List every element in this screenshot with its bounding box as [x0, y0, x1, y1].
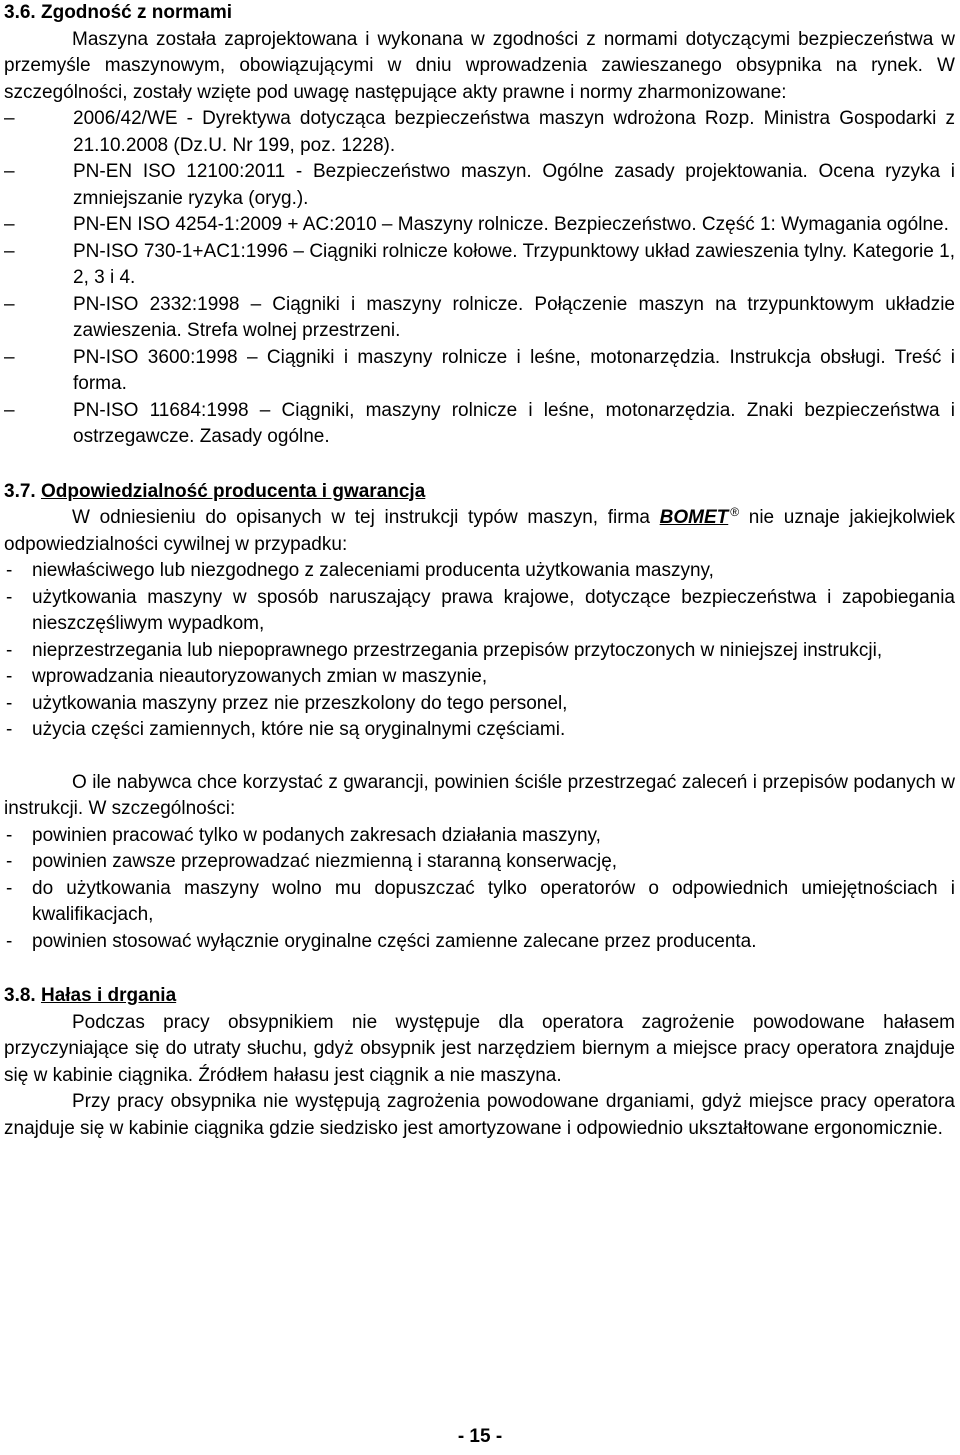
- section-number: 3.7.: [4, 480, 36, 502]
- section-number: 3.8.: [4, 985, 36, 1006]
- section-title: Zgodność z normami: [40, 2, 233, 23]
- hyphen-marker: -: [6, 586, 13, 608]
- hyphen-marker: -: [6, 930, 13, 952]
- dash-marker: –: [4, 161, 15, 182]
- list-item: - użytkowania maszyny przez nie przeszkolony do tego personel,: [4, 691, 955, 718]
- warranty-paragraph: O ile nabywca chce korzystać z gwarancji, powinien ściśle przestrzegać zaleceń i przepisów podanych w instrukcji. W szczególności:: [4, 771, 955, 819]
- list-item: – PN-ISO 2332:1998 – Ciągniki i maszyny rolnicze. Połączenie maszyn na trzypunktowym układzie zawieszenia. Strefa wolnej przestrzeni.: [4, 293, 955, 341]
- section-heading-3-8: [4, 983, 955, 1010]
- section-title: Hałas i drgania: [40, 985, 177, 1006]
- list-item: – PN-EN ISO 4254-1:2009 + AC:2010 – Maszyny rolnicze. Bezpieczeństwo. Część 1: Wymagania ogólne.: [4, 212, 955, 239]
- list-item: - wprowadzania nieautoryzowanych zmian w maszynie,: [4, 664, 955, 691]
- dash-marker: –: [4, 399, 15, 421]
- list-item: - użycia części zamiennych, które nie są oryginalnymi częściami.: [4, 717, 955, 744]
- standards-list: [4, 106, 955, 451]
- section-heading-3-7: [4, 479, 955, 506]
- hyphen-marker: -: [6, 824, 13, 846]
- hyphen-marker: -: [6, 560, 13, 581]
- dash-marker: –: [4, 293, 15, 315]
- hyphen-marker: -: [6, 639, 13, 661]
- list-item: - powinien stosować wyłącznie oryginalne części zamienne zalecane przez producenta.: [4, 929, 955, 956]
- list-item: - do użytkowania maszyny wolno mu dopuszczać tylko operatorów o odpowiednich umiejętnościach i kwalifikacjach,: [6, 877, 955, 925]
- list-item: – PN-ISO 11684:1998 – Ciągniki, maszyny rolnicze i leśne, motonarzędzia. Znaki bezpieczeństwa i ostrzegawcze. Zasady ogólne.: [4, 399, 955, 447]
- hyphen-marker: -: [6, 851, 13, 872]
- list-item: - nieprzestrzegania lub niepoprawnego przestrzegania przepisów przytoczonych w niniejszej instrukcji,: [4, 638, 955, 665]
- hyphen-marker: -: [6, 719, 13, 740]
- list-item: - użytkowania maszyny w sposób naruszający prawa krajowe, dotyczące bezpieczeństwa i zapobiegania nieszczęśliwym wypadkom,: [6, 586, 955, 634]
- list-item: - powinien pracować tylko w podanych zakresach działania maszyny,: [4, 823, 955, 850]
- section-intro: Maszyna została zaprojektowana i wykonana w zgodności z normami dotyczącymi bezpieczeństwa w przemyśle maszynowym, obowiązującymi w dniu wprowadzenia zawieszanego obsypnika na rynek. W szczególności, zostały wzięte pod uwagę następujące akty prawne i normy zharmonizowane:: [4, 28, 955, 103]
- vibration-paragraph: Przy pracy obsypnika nie występują zagrożenia powodowane drganiami, gdyż miejsce pracy operatora znajduje się w kabinie ciągnika gdzie siedzisko jest amortyzowane i odpowiednio ukształtowane ergonomicznie.: [4, 1091, 955, 1139]
- section-title: Odpowiedzialność producenta i gwarancja: [40, 480, 426, 502]
- registered-mark: ®: [730, 504, 740, 519]
- liability-list: [4, 558, 955, 744]
- list-item: – PN-ISO 3600:1998 – Ciągniki i maszyny rolnicze i leśne, motonarzędzia. Instrukcja obsługi. Treść i forma.: [4, 346, 955, 394]
- brand-logo: BOMET: [659, 507, 729, 528]
- list-item: – 2006/42/WE - Dyrektywa dotycząca bezpieczeństwa maszyn wdrożona Rozp. Ministra Gospodarki z 21.10.2008 (Dz.U. Nr 199, poz. 1228).: [4, 108, 955, 156]
- list-item: – PN-EN ISO 12100:2011 - Bezpieczeństwo maszyn. Ogólne zasady projektowania. Ocena ryzyka i zmniejszanie ryzyka (oryg.).: [4, 161, 955, 209]
- list-item: – PN-ISO 730-1+AC1:1996 – Ciągniki rolnicze kołowe. Trzypunktowy układ zawieszenia tylny. Kategorie 1, 2, 3 i 4.: [4, 240, 955, 288]
- dash-marker: –: [4, 214, 15, 235]
- hyphen-marker: -: [6, 877, 13, 899]
- section-number: 3.6.: [4, 2, 36, 23]
- list-item: - niewłaściwego lub niezgodnego z zaleceniami producenta użytkowania maszyny,: [4, 558, 955, 585]
- dash-marker: –: [4, 346, 15, 368]
- hyphen-marker: -: [6, 666, 13, 687]
- list-item: - powinien zawsze przeprowadzać niezmienną i staranną konserwację,: [4, 849, 955, 876]
- liability-intro: W odniesieniu do opisanych w tej instrukcji typów maszyn, firma BOMET ® nie uznaje jakiejkolwiek odpowiedzialności cywilnej w przypadku:: [4, 504, 956, 555]
- warranty-list: [4, 823, 955, 956]
- page-number: - 15 -: [457, 1426, 503, 1447]
- noise-paragraph: Podczas pracy obsypnikiem nie występuje dla operatora zagrożenie powodowane hałasem przyczyniające się do utraty słuchu, gdyż obsypnik jest narzędziem biernym a miejsce pracy operatora znajduje się w kabinie ciągnika. Źródłem hałasu jest ciągnik a nie maszyna.: [4, 1011, 955, 1086]
- dash-marker: –: [4, 240, 15, 262]
- section-heading-3-6: [4, 0, 955, 27]
- hyphen-marker: -: [6, 692, 13, 714]
- dash-marker: –: [4, 108, 15, 129]
